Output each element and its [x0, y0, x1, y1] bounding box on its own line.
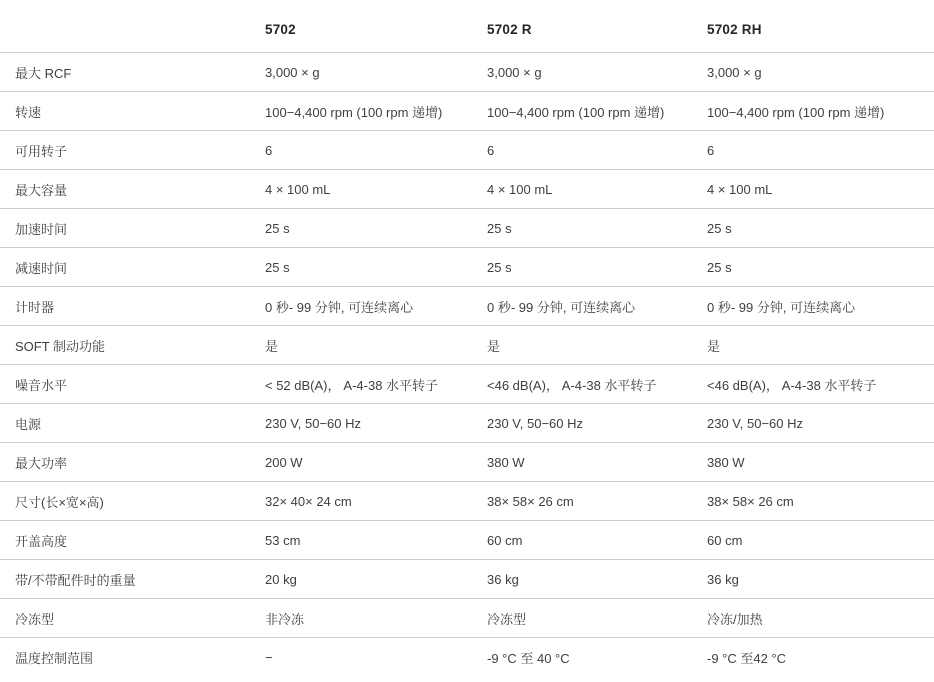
- spec-value-cell: 380 W: [707, 454, 745, 470]
- spec-value-cell: 20 kg: [265, 571, 297, 587]
- spec-value-cell: 4 × 100 mL: [707, 181, 773, 197]
- spec-value-cell: 冷冻型: [487, 611, 527, 627]
- spec-label-cell: 减速时间: [15, 260, 68, 276]
- spec-value-cell: 60 cm: [707, 532, 743, 548]
- spec-label-cell: 转速: [15, 104, 42, 120]
- spec-value-cell: 36 kg: [707, 571, 739, 587]
- spec-row: [0, 599, 934, 638]
- spec-row: [0, 53, 934, 92]
- spec-row: [0, 638, 934, 677]
- product-column-header: 5702 R: [487, 21, 532, 37]
- spec-value-cell: 6: [265, 142, 273, 158]
- product-column-header: 5702: [265, 21, 296, 37]
- spec-value-cell: 是: [487, 338, 501, 354]
- spec-value-cell: 230 V, 50−60 Hz: [265, 415, 362, 431]
- spec-value-cell: 100−4,400 rpm (100 rpm 递增): [487, 104, 665, 120]
- spec-value-cell: 是: [707, 338, 721, 354]
- spec-value-cell: 36 kg: [487, 571, 519, 587]
- spec-value-cell: 32× 40× 24 cm: [265, 493, 352, 509]
- header-spacer-cell: [0, 0, 250, 53]
- spec-value-cell: <46 dB(A)， A-4-38 水平转子: [707, 377, 877, 393]
- spec-value-cell: 38× 58× 26 cm: [487, 493, 574, 509]
- spec-label-cell: 温度控制范围: [15, 650, 94, 666]
- spec-value-cell: 38× 58× 26 cm: [707, 493, 794, 509]
- spec-value-cell: 0 秒- 99 分钟, 可连续离心: [487, 299, 636, 315]
- spec-label-cell: 最大容量: [15, 182, 68, 198]
- spec-value-cell: 6: [707, 142, 715, 158]
- spec-value-cell: −: [265, 649, 273, 665]
- spec-value-cell: 0 秒- 99 分钟, 可连续离心: [265, 299, 414, 315]
- spec-row: [0, 482, 934, 521]
- spec-table-body: [0, 53, 934, 677]
- spec-row: [0, 521, 934, 560]
- spec-row: [0, 287, 934, 326]
- spec-label-cell: 开盖高度: [15, 533, 68, 549]
- spec-label-cell: 电源: [15, 416, 42, 432]
- spec-value-cell: 25 s: [487, 220, 512, 236]
- spec-row: [0, 404, 934, 443]
- spec-value-cell: 200 W: [265, 454, 303, 470]
- spec-row: [0, 170, 934, 209]
- spec-label-cell: 冷冻型: [15, 611, 55, 627]
- spec-row: [0, 131, 934, 170]
- spec-label-cell: 加速时间: [15, 221, 68, 237]
- spec-row: [0, 326, 934, 365]
- spec-value-cell: 25 s: [265, 259, 290, 275]
- spec-value-cell: 100−4,400 rpm (100 rpm 递增): [707, 104, 885, 120]
- spec-label-cell: 噪音水平: [15, 377, 68, 393]
- spec-value-cell: 是: [265, 338, 279, 354]
- spec-value-cell: 25 s: [265, 220, 290, 236]
- spec-table-header: [0, 0, 934, 53]
- spec-value-cell: 53 cm: [265, 532, 301, 548]
- spec-value-cell: 0 秒- 99 分钟, 可连续离心: [707, 299, 856, 315]
- spec-value-cell: -9 °C 至42 °C: [707, 650, 787, 666]
- spec-row: [0, 92, 934, 131]
- spec-label-cell: 最大功率: [15, 455, 68, 471]
- spec-value-cell: 冷冻/加热: [707, 611, 763, 627]
- spec-value-cell: 380 W: [487, 454, 525, 470]
- spec-value-cell: 25 s: [707, 259, 732, 275]
- spec-label-cell: 可用转子: [15, 143, 68, 159]
- spec-row: [0, 560, 934, 599]
- product-column-header: 5702 RH: [707, 21, 762, 37]
- spec-value-cell: 4 × 100 mL: [265, 181, 331, 197]
- spec-row: [0, 248, 934, 287]
- spec-row: [0, 443, 934, 482]
- spec-value-cell: 60 cm: [487, 532, 523, 548]
- spec-label-cell: 计时器: [15, 299, 55, 315]
- header-row: [0, 0, 934, 53]
- spec-value-cell: 230 V, 50−60 Hz: [487, 415, 584, 431]
- spec-value-cell: -9 °C 至 40 °C: [487, 650, 570, 666]
- spec-value-cell: 非冷冻: [265, 611, 305, 627]
- spec-value-cell: 3,000 × g: [265, 64, 320, 80]
- spec-label-cell: 最大 RCF: [15, 65, 72, 81]
- spec-value-cell: 3,000 × g: [487, 64, 542, 80]
- spec-value-cell: 100−4,400 rpm (100 rpm 递增): [265, 104, 443, 120]
- spec-value-cell: 25 s: [707, 220, 732, 236]
- spec-label-cell: SOFT 制动功能: [15, 338, 106, 354]
- spec-label-cell: 带/不带配件时的重量: [15, 572, 136, 588]
- spec-label-cell: 尺寸(长×宽×高): [15, 494, 104, 510]
- spec-value-cell: 6: [487, 142, 495, 158]
- spec-value-cell: 4 × 100 mL: [487, 181, 553, 197]
- spec-value-cell: 3,000 × g: [707, 64, 762, 80]
- spec-row: [0, 365, 934, 404]
- spec-value-cell: 25 s: [487, 259, 512, 275]
- spec-value-cell: < 52 dB(A)， A-4-38 水平转子: [265, 377, 439, 393]
- spec-value-cell: <46 dB(A)， A-4-38 水平转子: [487, 377, 657, 393]
- spec-row: [0, 209, 934, 248]
- spec-value-cell: 230 V, 50−60 Hz: [707, 415, 804, 431]
